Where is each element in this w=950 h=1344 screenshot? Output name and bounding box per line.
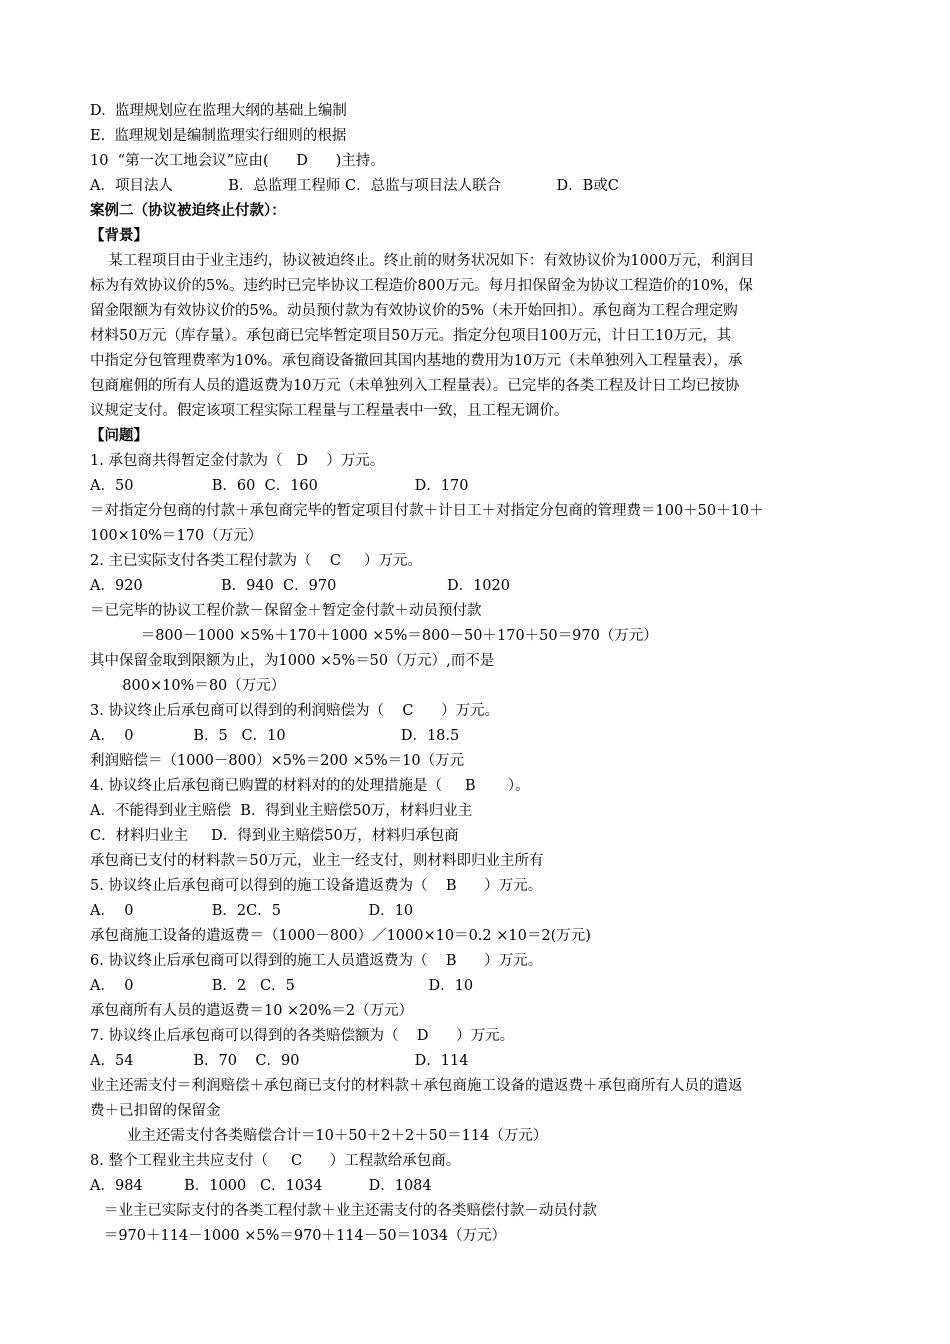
question-2-solution: 其中保留金取到限额为止，为1000 ×5%＝50（万元）,而不是	[90, 653, 495, 669]
question-6-solution: 承包商所有人员的遣返费＝10 ×20%＝2（万元）	[90, 1003, 414, 1019]
question-6: 6. 协议终止后承包商可以得到的施工人员遣返费为（ B ）万元。	[90, 953, 543, 969]
case-two-heading: 案例二（协议被迫终止付款）：	[90, 202, 286, 219]
background-text: 议规定支付。假定该项工程实际工程量与工程量表中一致，且工程无调价。	[90, 403, 569, 419]
question-2-solution: ＝800－1000 ×5%＋170＋1000 ×5%＝800－50＋170＋50＝970（万元）	[90, 628, 658, 644]
question-6-options: A． 0 B．2 C．5 D．10	[90, 978, 474, 994]
question-7-solution: 业主还需支付＝利润赔偿＋承包商已支付的材料款＋承包商施工设备的遣返费＋承包商所有人员的遣返	[90, 1078, 743, 1094]
question-1-options: A．50 B．60 C．160 D．170	[90, 478, 469, 494]
question-10: 10 “第一次工地会议”应由( D )主持。	[90, 153, 385, 169]
option-d-line: D. 监理规划应在监理大纲的基础上编制	[90, 103, 347, 119]
question-3-options: A． 0 B．5 C．10 D．18.5	[90, 728, 460, 744]
question-5-options: A． 0 B．2C．5 D．10	[90, 903, 414, 919]
question-4-options: C．材料归业主 D．得到业主赔偿50万，材料归承包商	[90, 828, 459, 844]
question-1-solution: ＝对指定分包商的付款＋承包商完毕的暂定项目付款＋计日工＋对指定分包商的管理费＝100＋50＋10＋	[90, 503, 764, 519]
question-4: 4. 协议终止后承包商已购置的材料对的的处理措施是（ B ）。	[90, 778, 530, 794]
question-5-solution: 承包商施工设备的遣返费＝（1000－800）／1000×10＝0.2 ×10＝2(万元)	[90, 928, 591, 944]
question-3: 3. 协议终止后承包商可以得到的利润赔偿为（ C ）万元。	[90, 703, 500, 719]
background-text: 某工程项目由于业主违约，协议被迫终止。终止前的财务状况如下：有效协议价为1000万元，利润目	[90, 253, 755, 269]
background-text: 标为有效协议价的5%。违约时已完毕协议工程造价800万元。每月扣保留金为协议工程造价的10%，保	[90, 278, 753, 294]
question-2: 2. 主已实际支付各类工程付款为（ C ）万元。	[90, 553, 423, 569]
question-10-options: A．项目法人 B．总监理工程师 C．总监与项目法人联合 D．B或C	[90, 178, 619, 194]
question-3-solution: 利润赔偿＝（1000－800）×5%＝200 ×5%＝10（万元	[90, 753, 465, 769]
question-4-solution: 承包商已支付的材料款＝50万元，业主一经支付，则材料即归业主所有	[90, 853, 544, 869]
question-4-options: A．不能得到业主赔偿 B．得到业主赔偿50万，材料归业主	[90, 803, 473, 819]
question-7-solution: 业主还需支付各类赔偿合计＝10＋50＋2＋2＋50＝114（万元）	[90, 1128, 548, 1144]
question-2-options: A．920 B．940 C．970 D．1020	[90, 578, 510, 594]
question-7: 7. 协议终止后承包商可以得到的各类赔偿额为（ D ）万元。	[90, 1028, 515, 1044]
question-7-options: A．54 B．70 C．90 D．114	[90, 1053, 469, 1069]
question-1: 1. 承包商共得暂定金付款为（ D ）万元。	[90, 453, 385, 469]
question-7-solution: 费＋已扣留的保留金	[90, 1103, 221, 1119]
background-text: 中指定分包管理费率为10%。承包商设备撤回其国内基地的费用为10万元（未单独列入工程量表），承	[90, 353, 743, 369]
background-text: 材料50万元（库存量）。承包商已完毕暂定项目50万元。指定分包项目100万元，计日工10万元，其	[90, 328, 732, 344]
question-8: 8. 整个工程业主共应支付（ C ）工程款给承包商。	[90, 1153, 461, 1169]
question-8-options: A．984 B．1000 C．1034 D．1084	[90, 1178, 432, 1194]
question-2-solution: ＝已完毕的协议工程价款－保留金＋暂定金付款＋动员预付款	[90, 603, 482, 619]
question-1-solution: 100×10%＝170（万元）	[90, 528, 263, 544]
question-8-solution: ＝业主已实际支付的各类工程付款＋业主还需支付的各类赔偿付款－动员付款	[90, 1203, 597, 1219]
background-heading: 【背景】	[90, 227, 148, 244]
questions-heading: 【问题】	[90, 427, 148, 444]
question-2-solution: 800×10%＝80（万元）	[90, 678, 286, 694]
background-text: 留金限额为有效协议价的5%。动员预付款为有效协议价的5%（未开始回扣）。承包商为工程合理定购	[90, 303, 738, 319]
question-5: 5. 协议终止后承包商可以得到的施工设备遣返费为（ B ）万元。	[90, 878, 543, 894]
background-text: 包商雇佣的所有人员的遣返费为10万元（未单独列入工程量表）。已完毕的各类工程及计日工均已按协	[90, 378, 740, 394]
question-8-solution: ＝970＋114－1000 ×5%＝970＋114－50＝1034（万元）	[90, 1228, 507, 1244]
option-e-line: E. 监理规划是编制监理实行细则的根据	[90, 128, 347, 144]
